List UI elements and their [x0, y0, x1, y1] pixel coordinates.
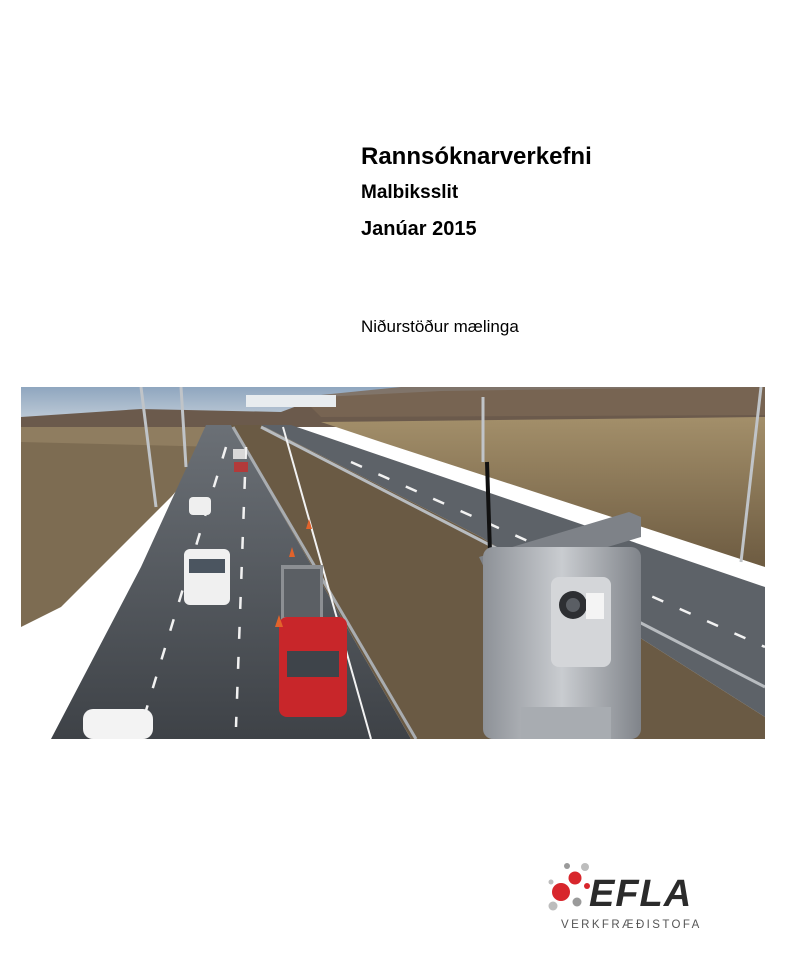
logo-tagline: VERKFRÆÐISTOFA [561, 919, 702, 931]
cover-photo [21, 387, 765, 739]
title-block [361, 142, 592, 242]
document-subtitle: Niðurstöður mælinga [361, 317, 519, 336]
logo-wordmark: EFLA [589, 873, 693, 915]
efla-logo [547, 858, 717, 938]
document-date: Janúar 2015 [361, 218, 477, 240]
document-title: Rannsóknarverkefni [361, 143, 592, 170]
logo-dots-icon [547, 858, 591, 918]
document-topic: Malbiksslit [361, 182, 459, 203]
